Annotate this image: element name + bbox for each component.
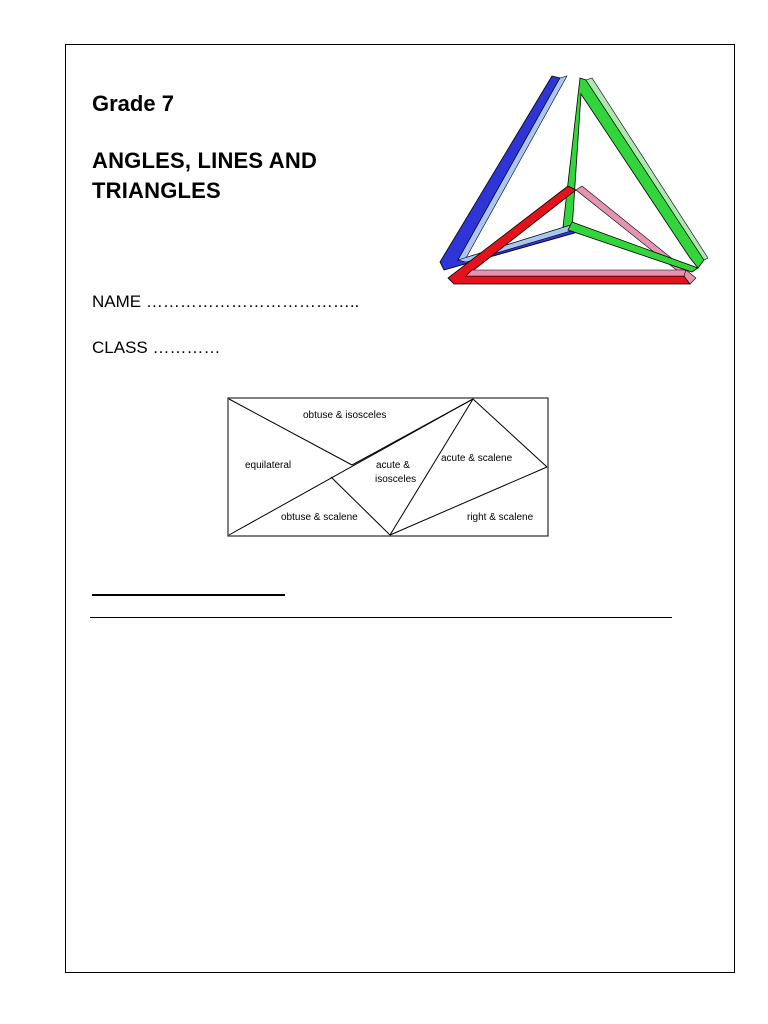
page-title: ANGLES, LINES AND TRIANGLES [92, 148, 318, 203]
label-equilateral: equilateral [245, 460, 292, 471]
long-rule [90, 617, 672, 618]
logo-green-triangle [563, 78, 704, 268]
logo-pink-base [466, 270, 686, 276]
name-field: NAME ……………………………….. [92, 292, 360, 311]
logo-green-highlight [586, 78, 708, 260]
label-obtuse-scalene: obtuse & scalene [281, 512, 358, 523]
label-acute-isosceles-2: isosceles [375, 474, 417, 485]
short-rule [92, 594, 285, 596]
class-field: CLASS ………… [92, 338, 221, 357]
interlocking-triangles-icon [436, 72, 708, 290]
label-acute-isosceles-1: acute & [376, 460, 410, 471]
triangle-types-diagram [227, 397, 549, 537]
grade-heading: Grade 7 [92, 91, 174, 116]
label-acute-scalene: acute & scalene [441, 453, 513, 464]
label-right-scalene: right & scalene [467, 512, 534, 523]
label-obtuse-isosceles: obtuse & isosceles [303, 410, 387, 421]
